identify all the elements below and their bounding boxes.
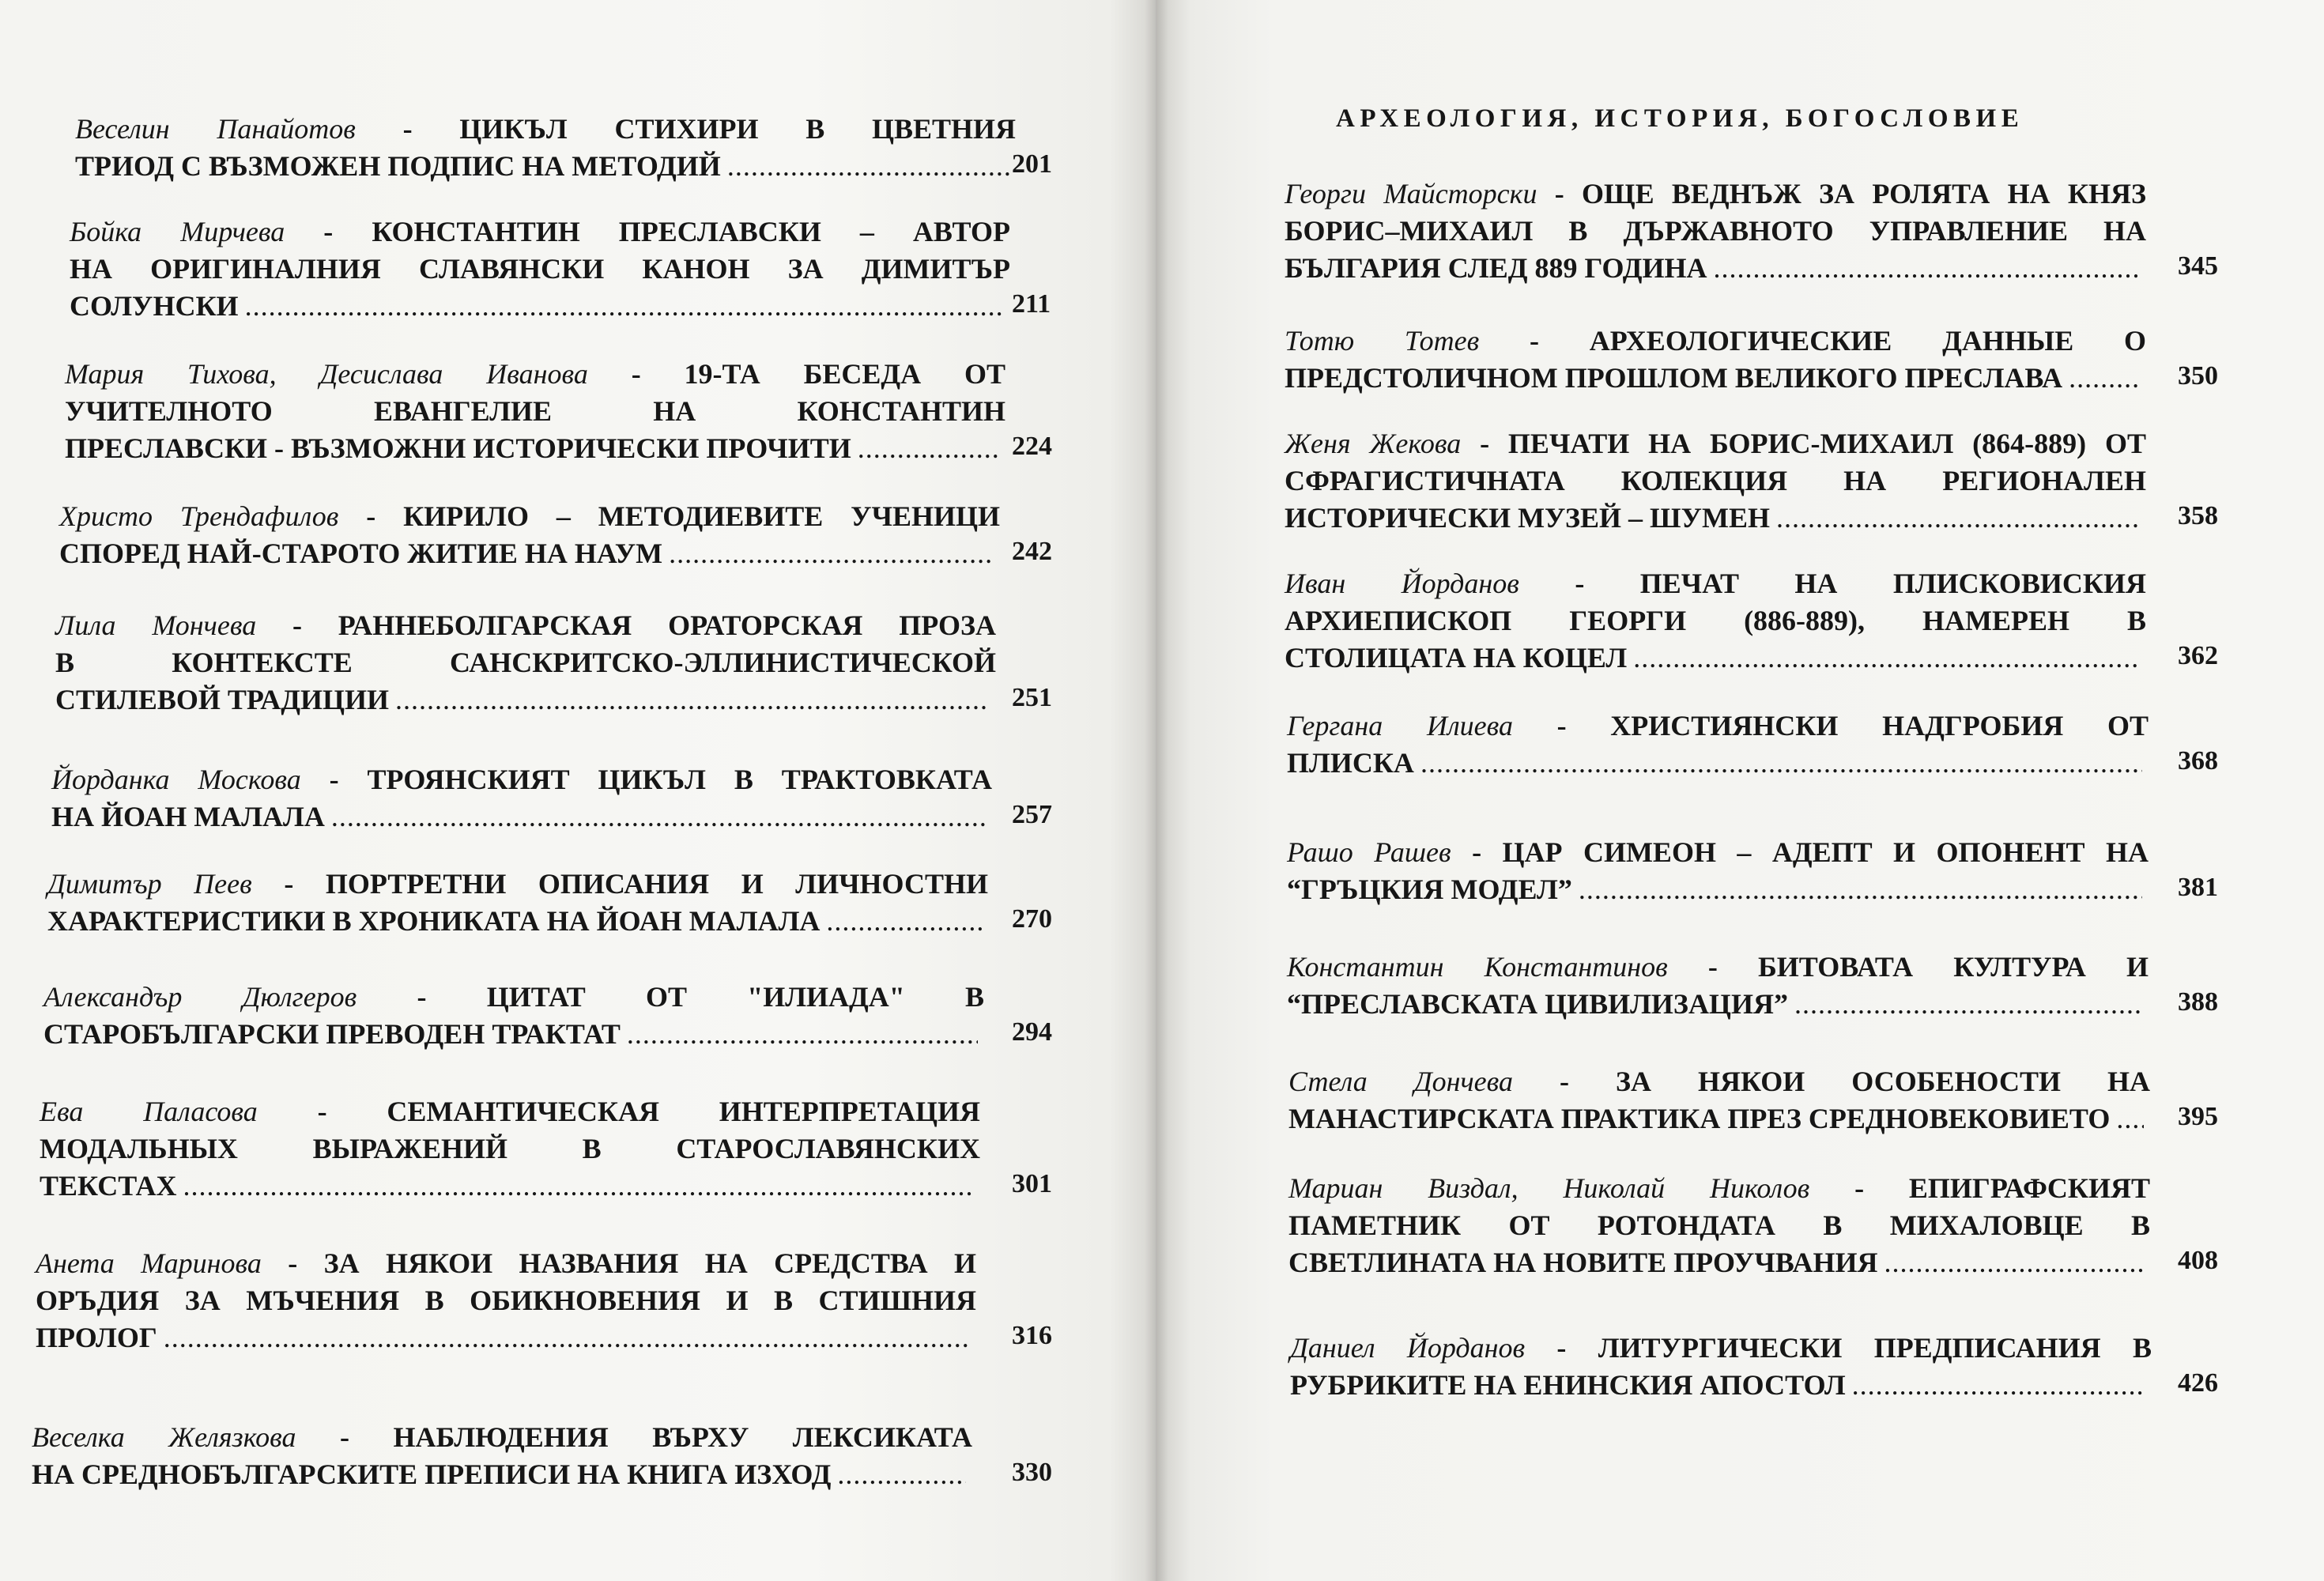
entry-line <box>32 1419 972 1456</box>
entry-line <box>55 644 996 681</box>
entry-title: ПАМЕТНИК ОТ РОТОНДАТА В МИХАЛОВЦЕ В <box>1288 1209 2150 1241</box>
entry-title: - ЦИКЪЛ СТИХИРИ В ЦВЕТНИЯ <box>355 113 1016 145</box>
entry-title: - ТРОЯНСКИЯТ ЦИКЪЛ В ТРАКТОВКАТА <box>300 764 993 795</box>
entry-title: - КИРИЛО – МЕТОДИЕВИТЕ УЧЕНИЦИ <box>338 500 1001 532</box>
entry-line <box>75 148 1016 185</box>
page-number: 358 <box>2178 501 2218 530</box>
entry-title: В КОНТЕКСТЕ САНСКРИТСКО-ЭЛЛИНИСТИЧЕСКОЙ <box>55 647 996 678</box>
page-number: 294 <box>1012 1017 1052 1047</box>
entry-title: - СЕМАНТИЧЕСКАЯ ИНТЕРПРЕТАЦИЯ <box>257 1096 981 1127</box>
entry-author: Веселка Желязкова <box>32 1421 296 1453</box>
entry-title: - ПОРТРЕТНИ ОПИСАНИЯ И ЛИЧНОСТНИ <box>251 868 988 900</box>
entry-line <box>40 1130 980 1168</box>
entry-title: БЪЛГАРИЯ СЛЕД 889 ГОДИНА <box>1285 252 1707 284</box>
page-number: 388 <box>2178 987 2218 1017</box>
page-number: 345 <box>2178 251 2218 281</box>
entry-author: Ева Паласова <box>40 1096 258 1127</box>
entry-line <box>1288 1100 2150 1138</box>
entry-line <box>1285 323 2146 360</box>
entry-title: СПОРЕД НАЙ-СТАРОТО ЖИТИЕ НА НАУМ <box>59 538 663 569</box>
left-toc-entry <box>36 1245 976 1356</box>
entry-line <box>70 213 1010 251</box>
entry-title: - ЛИТУРГИЧЕСКИ ПРЕДПИСАНИЯ В <box>1525 1332 2152 1364</box>
entry-line <box>36 1245 976 1282</box>
entry-title: - ПЕЧАТИ НА БОРИС-МИХАИЛ (864-889) ОТ <box>1461 428 2146 459</box>
entry-title: - ХРИСТИЯНСКИ НАДГРОБИЯ ОТ <box>1513 710 2149 741</box>
entry-line <box>70 251 1010 288</box>
dot-leader <box>331 798 986 836</box>
entry-author: Женя Жекова <box>1285 428 1462 459</box>
entry-author: Даниел Йорданов <box>1290 1332 1526 1364</box>
entry-author: Йорданка Москова <box>51 764 301 795</box>
entry-title: - НАБЛЮДЕНИЯ ВЪРХУ ЛЕКСИКАТА <box>296 1421 973 1453</box>
entry-line <box>47 903 988 940</box>
section-title: АРХЕОЛОГИЯ, ИСТОРИЯ, БОГОСЛОВИЕ <box>1336 104 2024 133</box>
entry-author: Рашо Рашев <box>1287 836 1451 868</box>
dot-leader <box>727 148 1009 185</box>
dot-leader <box>1713 250 2140 287</box>
page-number: 251 <box>1012 683 1052 712</box>
dot-leader <box>669 535 994 572</box>
left-toc-entry <box>55 607 996 719</box>
entry-title: УЧИТЕЛНОТО ЕВАНГЕЛИЕ НА КОНСТАНТИН <box>65 395 1005 427</box>
entry-line <box>1288 1063 2150 1100</box>
entry-author: Анета Маринова <box>36 1247 262 1279</box>
page-number: 242 <box>1012 537 1052 566</box>
entry-line <box>36 1319 976 1356</box>
entry-line <box>1290 1330 2152 1367</box>
right-toc-entry <box>1285 565 2146 677</box>
entry-line <box>32 1456 972 1493</box>
entry-line <box>1285 213 2146 250</box>
entry-title: СТАРОБЪЛГАРСКИ ПРЕВОДЕН ТРАКТАТ <box>43 1018 621 1050</box>
dot-leader <box>245 288 1004 325</box>
dot-leader <box>1776 500 2140 537</box>
dot-leader <box>858 430 999 467</box>
dot-leader <box>826 903 982 940</box>
entry-title: - АРХЕОЛОГИЧЕСКИЕ ДАННЫЕ О <box>1479 325 2146 357</box>
entry-line <box>1287 949 2149 986</box>
entry-title: “ГРЪЦКИЯ МОДЕЛ” <box>1287 874 1572 905</box>
entry-line <box>1287 986 2149 1023</box>
entry-author: Веселин Панайотов <box>75 113 356 145</box>
entry-title: - ЗА НЯКОИ НАЗВАНИЯ НА СРЕДСТВА И <box>261 1247 976 1279</box>
right-toc-entry <box>1288 1170 2150 1281</box>
entry-title: - ЦИТАТ ОТ "ИЛИАДА" В <box>357 981 984 1013</box>
right-toc-entry <box>1288 1063 2150 1138</box>
entry-line <box>1290 1367 2152 1404</box>
entry-line <box>47 866 988 903</box>
right-toc-entry <box>1285 425 2146 537</box>
entry-line <box>59 498 1000 535</box>
page-number: 408 <box>2178 1246 2218 1275</box>
entry-title: - ЗА НЯКОИ ОСОБЕНОСТИ НА <box>1513 1066 2150 1097</box>
entry-title: АРХИЕПИСКОП ГЕОРГИ (886-889), НАМЕРЕН В <box>1285 605 2146 636</box>
entry-title: ХАРАКТЕРИСТИКИ В ХРОНИКАТА НА ЙОАН МАЛАЛА <box>47 905 821 937</box>
entry-line <box>1287 707 2149 745</box>
entry-title: ПЛИСКА <box>1287 747 1414 779</box>
dot-leader <box>2069 360 2140 397</box>
entry-title: СТОЛИЦАТА НА КОЦЕЛ <box>1285 642 1628 674</box>
entry-title: СОЛУНСКИ <box>70 290 239 322</box>
entry-author: Гергана Илиева <box>1287 710 1513 741</box>
right-toc-entry <box>1287 707 2149 782</box>
entry-line <box>1287 745 2149 782</box>
page-number: 362 <box>2178 641 2218 670</box>
entry-author: Константин Константинов <box>1287 951 1668 983</box>
entry-title: - 19-ТА БЕСЕДА ОТ <box>587 358 1006 390</box>
page-number: 426 <box>2178 1368 2218 1398</box>
left-toc-entry <box>75 111 1016 185</box>
entry-line <box>1288 1244 2150 1281</box>
page-number: 224 <box>1012 432 1052 461</box>
entry-title: ОРЪДИЯ ЗА МЪЧЕНИЯ В ОБИКНОВЕНИЯ И В СТИШНИЯ <box>36 1285 976 1316</box>
entry-line <box>1285 640 2146 677</box>
entry-line <box>51 761 992 798</box>
dot-leader <box>837 1456 966 1493</box>
right-toc-entry <box>1287 834 2149 908</box>
entry-title: БОРИС–МИХАИЛ В ДЪРЖАВНОТО УПРАВЛЕНИЕ НА <box>1285 215 2146 247</box>
entry-title: “ПРЕСЛАВСКАТА ЦИВИЛИЗАЦИЯ” <box>1287 988 1788 1020</box>
dot-leader <box>1420 745 2142 782</box>
dot-leader <box>2116 1100 2144 1138</box>
left-toc-entry <box>32 1419 972 1493</box>
entry-title: ПРЕДСТОЛИЧНОМ ПРОШЛОМ ВЕЛИКОГО ПРЕСЛАВА <box>1285 362 2063 394</box>
dot-leader <box>395 681 990 719</box>
left-toc-entry <box>43 979 984 1053</box>
entry-line <box>36 1282 976 1319</box>
entry-line <box>70 288 1010 325</box>
right-toc-entry <box>1287 949 2149 1023</box>
entry-line <box>55 681 996 719</box>
entry-line <box>1285 250 2146 287</box>
entry-author: Георги Майсторски <box>1285 178 1537 209</box>
entry-line <box>65 393 1005 430</box>
left-toc-entry <box>47 866 988 940</box>
right-toc-entry <box>1285 175 2146 287</box>
entry-title: НА СРЕДНОБЪЛГАРСКИТЕ ПРЕПИСИ НА КНИГА ИЗХОД <box>32 1458 832 1490</box>
entry-line <box>40 1168 980 1205</box>
entry-title: СФРАГИСТИЧНАТА КОЛЕКЦИЯ НА РЕГИОНАЛЕН <box>1285 465 2146 496</box>
dot-leader <box>183 1168 974 1205</box>
entry-title: НА ЙОАН МАЛАЛА <box>51 801 325 832</box>
entry-line <box>51 798 992 836</box>
left-toc-entry <box>40 1093 980 1205</box>
dot-leader <box>1884 1244 2144 1281</box>
entry-title: - ЦАР СИМЕОН – АДЕПТ И ОПОНЕНТ НА <box>1451 836 2149 868</box>
entry-title: СТИЛЕВОЙ ТРАДИЦИИ <box>55 684 390 715</box>
entry-author: Мариан Виздал, Николай Николов <box>1288 1172 1810 1204</box>
entry-author: Бойка Мирчева <box>70 216 285 247</box>
page-number: 316 <box>1012 1321 1052 1350</box>
entry-author: Христо Трендафилов <box>59 500 339 532</box>
entry-author: Александър Дюлгеров <box>43 981 357 1013</box>
dot-leader <box>1794 986 2142 1023</box>
book-gutter <box>1145 0 1168 1581</box>
page-number: 270 <box>1012 904 1052 934</box>
entry-line <box>1288 1207 2150 1244</box>
entry-line <box>43 979 984 1016</box>
page-number: 301 <box>1012 1169 1052 1198</box>
right-toc-entry <box>1285 323 2146 397</box>
entry-line <box>43 1016 984 1053</box>
left-toc-entry <box>51 761 992 836</box>
entry-line <box>40 1093 980 1130</box>
page-number: 201 <box>1012 149 1052 179</box>
entry-title: ПРЕСЛАВСКИ - ВЪЗМОЖНИ ИСТОРИЧЕСКИ ПРОЧИТИ <box>65 432 851 464</box>
entry-author: Димитър Пеев <box>47 868 252 900</box>
entry-line <box>1287 871 2149 908</box>
entry-title: НА ОРИГИНАЛНИЯ СЛАВЯНСКИ КАНОН ЗА ДИМИТЪР <box>70 253 1010 285</box>
page-number: 368 <box>2178 746 2218 775</box>
entry-line <box>1287 834 2149 871</box>
entry-author: Стела Дончева <box>1288 1066 1514 1097</box>
entry-line <box>55 607 996 644</box>
entry-title: - БИТОВАТА КУЛТУРА И <box>1667 951 2149 983</box>
page-number: 211 <box>1012 289 1051 319</box>
page-number: 257 <box>1012 800 1052 829</box>
entry-line <box>65 430 1005 467</box>
entry-title: - ЕПИГРАФСКИЯТ <box>1809 1172 2150 1204</box>
left-toc-entry <box>70 213 1010 325</box>
entry-author: Тотю Тотев <box>1285 325 1480 357</box>
entry-line <box>75 111 1016 148</box>
page-number: 350 <box>2178 361 2218 391</box>
entry-title: ИСТОРИЧЕСКИ МУЗЕЙ – ШУМЕН <box>1285 502 1770 534</box>
page-number: 395 <box>2178 1102 2218 1131</box>
entry-title: СВЕТЛИНАТА НА НОВИТЕ ПРОУЧВАНИЯ <box>1288 1247 1878 1278</box>
entry-line <box>1285 462 2146 500</box>
dot-leader <box>1852 1367 2145 1404</box>
entry-title: МОДАЛЬНЫХ ВЫРАЖЕНИЙ В СТАРОСЛАВЯНСКИХ <box>40 1133 980 1164</box>
entry-line <box>1285 425 2146 462</box>
entry-title: - РАННЕБОЛГАРСКАЯ ОРАТОРСКАЯ ПРОЗА <box>256 609 996 641</box>
page-number: 330 <box>1012 1458 1052 1487</box>
entry-author: Мария Тихова, Десислава Иванова <box>65 358 588 390</box>
entry-title: ПРОЛОГ <box>36 1322 157 1353</box>
entry-line <box>1285 602 2146 640</box>
entry-line <box>1288 1170 2150 1207</box>
entry-title: - ПЕЧАТ НА ПЛИСКОВИСКИЯ <box>1519 568 2146 599</box>
dot-leader <box>1579 871 2142 908</box>
entry-line <box>1285 500 2146 537</box>
entry-line <box>59 535 1000 572</box>
dot-leader <box>164 1319 970 1356</box>
entry-line <box>1285 175 2146 213</box>
entry-author: Лила Мончева <box>55 609 257 641</box>
entry-title: МАНАСТИРСКАТА ПРАКТИКА ПРЕЗ СРЕДНОВЕКОВИЕТО <box>1288 1103 2111 1134</box>
left-toc-entry <box>59 498 1000 572</box>
entry-line <box>1285 565 2146 602</box>
entry-title: - КОНСТАНТИН ПРЕСЛАВСКИ – АВТОР <box>285 216 1010 247</box>
entry-title: ТРИОД С ВЪЗМОЖЕН ПОДПИС НА МЕТОДИЙ <box>75 150 721 182</box>
entry-title: - ОЩЕ ВЕДНЪЖ ЗА РОЛЯТА НА КНЯЗ <box>1537 178 2146 209</box>
entry-title: ТЕКСТАХ <box>40 1170 177 1202</box>
right-toc-entry <box>1290 1330 2152 1404</box>
entry-title: РУБРИКИТЕ НА ЕНИНСКИЯ АПОСТОЛ <box>1290 1369 1846 1401</box>
left-toc-entry <box>65 356 1005 467</box>
dot-leader <box>1633 640 2140 677</box>
entry-line <box>1285 360 2146 397</box>
entry-author: Иван Йорданов <box>1285 568 1519 599</box>
entry-line <box>65 356 1005 393</box>
dot-leader <box>627 1016 978 1053</box>
page-number: 381 <box>2178 873 2218 902</box>
